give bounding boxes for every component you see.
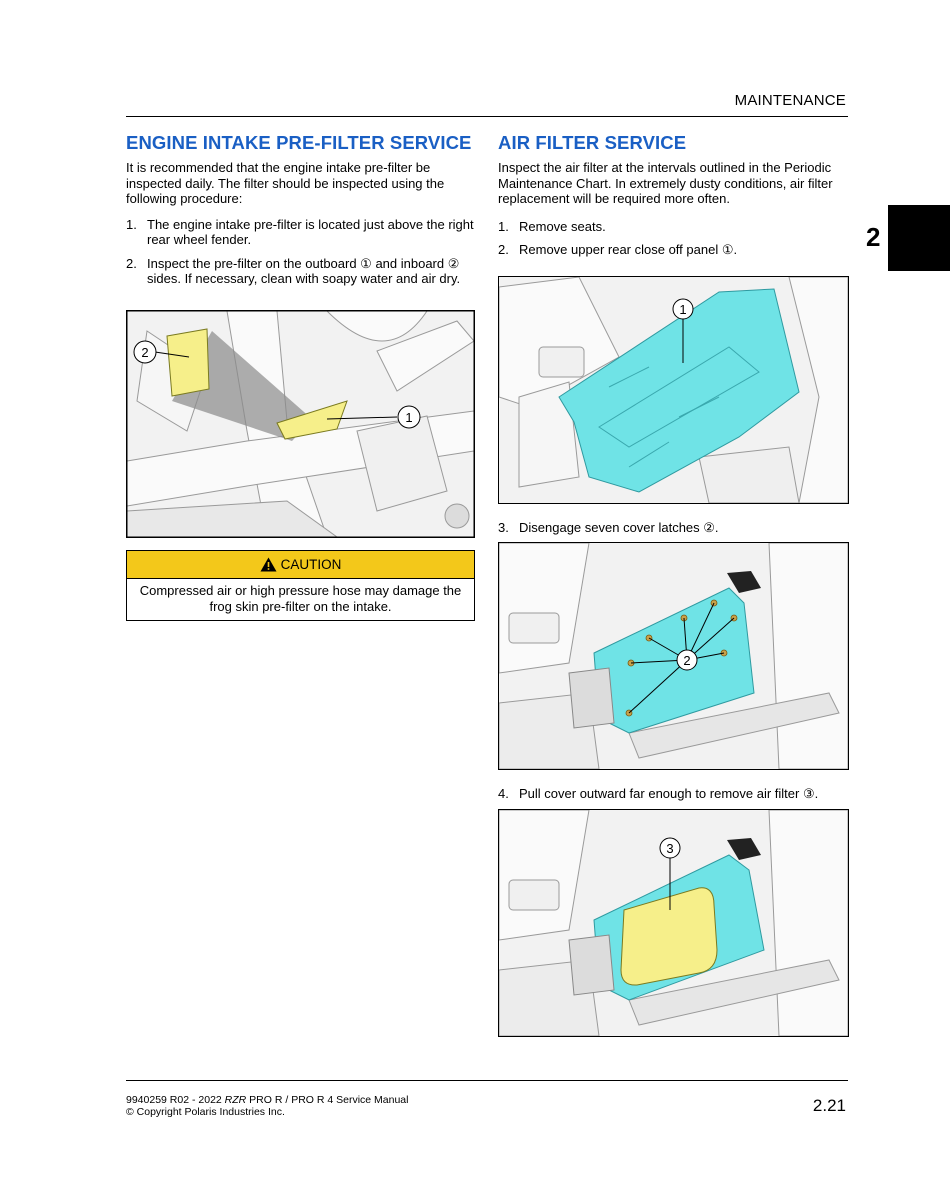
warning-icon xyxy=(260,557,277,572)
close-off-panel-figure xyxy=(498,276,849,504)
prefilter-step-2 xyxy=(126,256,476,287)
step-number: 1. xyxy=(498,218,509,234)
cover-latches-figure xyxy=(498,542,849,770)
cover-latches-illustration xyxy=(499,543,848,769)
copyright: © Copyright Polaris Industries Inc. xyxy=(126,1106,285,1118)
close-off-panel-illustration xyxy=(499,277,848,503)
header-rule xyxy=(126,116,848,117)
step-text: Pull cover outward far enough to remove air filter ③. xyxy=(519,786,819,801)
caution-header xyxy=(127,551,474,579)
step-number: 4. xyxy=(498,786,509,801)
footer-rule xyxy=(126,1080,848,1081)
caution-text: Compressed air or high pressure hose may damage the frog skin pre-filter on the intake. xyxy=(139,583,462,614)
doc-number: 9940259 R02 - 2022 xyxy=(126,1094,225,1106)
prefilter-figure xyxy=(126,310,475,538)
footer-manual-line xyxy=(126,1094,408,1106)
caution-box xyxy=(126,550,475,621)
step-text: Inspect the pre-filter on the outboard ① and inboard ② sides. If necessary, clean with soapy water and air dry. xyxy=(147,255,461,286)
callout-2: 2 xyxy=(141,345,149,360)
air-filter-step-4 xyxy=(498,786,848,802)
air-filter-figure xyxy=(498,809,849,1037)
air-filter-step-3 xyxy=(498,520,848,536)
model-name: RZR xyxy=(224,1094,247,1106)
page-number: 2.21 xyxy=(812,1096,846,1115)
intake-tube xyxy=(569,668,614,728)
callout-1: 1 xyxy=(679,302,687,317)
intake-tube xyxy=(569,935,614,995)
step-number: 1. xyxy=(126,216,137,232)
step-text: The engine intake pre-filter is located just above the right rear wheel fender. xyxy=(147,216,474,247)
section-title-air-filter: AIR FILTER SERVICE xyxy=(498,132,687,153)
chapter-tab xyxy=(888,205,950,271)
step-text: Disengage seven cover latches ②. xyxy=(519,520,719,535)
callout-3: 3 xyxy=(666,841,674,856)
page-header-title: MAINTENANCE xyxy=(734,92,846,109)
chapter-number: 2 xyxy=(866,222,881,252)
callout-1: 1 xyxy=(405,410,413,425)
prefilter-intro: It is recommended that the engine intake pre-filter be inspected daily. The filter should be inspected using the following procedure: xyxy=(126,160,445,206)
air-filter-illustration xyxy=(499,810,848,1036)
manual-title: PRO R / PRO R 4 Service Manual xyxy=(246,1094,409,1106)
step-number: 2. xyxy=(126,255,137,271)
section-title-prefilter: ENGINE INTAKE PRE-FILTER SERVICE xyxy=(126,132,472,153)
step-text: Remove seats. xyxy=(519,218,606,234)
left-column xyxy=(126,132,476,295)
prefilter-illustration xyxy=(127,311,474,537)
right-column xyxy=(498,132,848,266)
inboard-filter-highlight xyxy=(167,329,209,396)
callout-2: 2 xyxy=(683,653,691,668)
step-number: 2. xyxy=(498,242,509,257)
step-number: 3. xyxy=(498,520,509,535)
caution-label: CAUTION xyxy=(280,557,342,572)
footer-info xyxy=(126,1094,408,1118)
prefilter-step-1 xyxy=(126,217,476,248)
step-text: Remove upper rear close off panel ①. xyxy=(519,242,738,257)
air-filter-intro: Inspect the air filter at the intervals outlined in the Periodic Maintenance Chart. In extremely dusty conditions, air filter replacement will be required more often. xyxy=(498,160,833,206)
air-filter-step-1 xyxy=(498,219,848,235)
air-filter-step-2 xyxy=(498,242,848,258)
